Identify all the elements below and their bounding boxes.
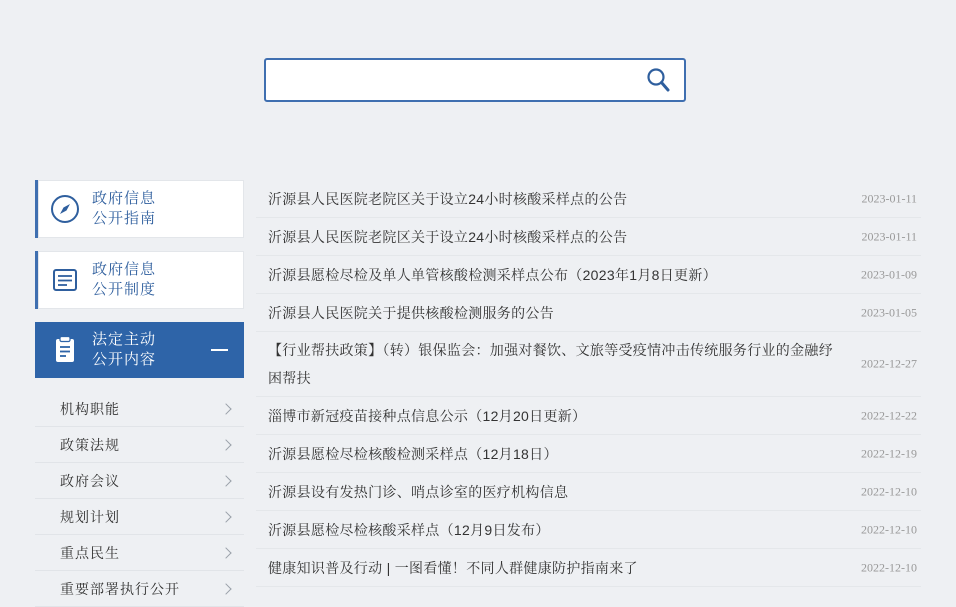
chevron-right-icon xyxy=(220,403,231,414)
list-item-date: 2022-12-10 xyxy=(861,560,917,574)
list-item-title[interactable]: 健康知识普及行动 | 一图看懂！不同人群健康防护指南来了 xyxy=(268,559,638,576)
sidebar-guide-line2: 公开指南 xyxy=(92,210,157,227)
list-item-title[interactable]: 沂源县愿检尽检及单人单管核酸检测采样点公布（2023年1月8日更新） xyxy=(268,266,717,283)
sidebar-item-system[interactable] xyxy=(35,251,244,309)
list-item[interactable] xyxy=(256,549,921,587)
search-bar[interactable] xyxy=(264,58,686,102)
list-item-title[interactable]: 沂源县人民医院老院区关于设立24小时核酸采样点的公告 xyxy=(268,190,628,207)
sidebar-sub-item-1-label: 机构职能 xyxy=(60,400,120,417)
sidebar-guide-line1: 政府信息 xyxy=(92,190,157,207)
sidebar-sub-item-6[interactable] xyxy=(35,571,244,607)
collapse-icon[interactable] xyxy=(211,349,228,351)
chevron-right-icon xyxy=(220,583,231,594)
sidebar-sub-item-4[interactable] xyxy=(35,499,244,535)
list-item-date: 2023-01-05 xyxy=(861,305,917,319)
list-item[interactable] xyxy=(256,435,921,473)
chevron-right-icon xyxy=(220,475,231,486)
search-input[interactable] xyxy=(266,60,632,100)
sidebar-sub-item-2-label: 政策法规 xyxy=(60,436,120,453)
sidebar-sub-item-3[interactable] xyxy=(35,463,244,499)
sidebar-item-system-label xyxy=(92,260,156,300)
sidebar-system-line2: 公开制度 xyxy=(92,281,157,298)
list-item-date: 2022-12-10 xyxy=(861,522,917,536)
list-item-date: 2022-12-27 xyxy=(861,356,917,371)
list-item-date: 2022-12-22 xyxy=(861,408,917,422)
sidebar-item-guide[interactable] xyxy=(35,180,244,238)
news-list xyxy=(256,180,921,587)
list-item-title[interactable]: 淄博市新冠疫苗接种点信息公示（12月20日更新） xyxy=(268,407,587,424)
sidebar-sub-item-3-label: 政府会议 xyxy=(60,472,120,489)
list-item-date: 2022-12-10 xyxy=(861,484,917,498)
list-item-title[interactable]: 沂源县人民医院关于提供核酸检测服务的公告 xyxy=(268,304,554,321)
sidebar-sub-item-4-label: 规划计划 xyxy=(60,508,120,525)
list-item-title[interactable]: 沂源县设有发热门诊、哨点诊室的医疗机构信息 xyxy=(268,483,569,500)
document-icon xyxy=(38,263,92,297)
sidebar-sub-item-6-label: 重要部署执行公开 xyxy=(60,580,180,597)
list-item-date: 2022-12-19 xyxy=(861,446,917,460)
sidebar xyxy=(35,180,244,607)
list-item[interactable] xyxy=(256,397,921,435)
search-icon xyxy=(644,66,672,94)
list-item[interactable] xyxy=(256,473,921,511)
chevron-right-icon xyxy=(220,439,231,450)
list-item-title[interactable]: 沂源县人民医院老院区关于设立24小时核酸采样点的公告 xyxy=(268,228,628,245)
list-item[interactable] xyxy=(256,180,921,218)
chevron-right-icon xyxy=(220,511,231,522)
sidebar-legal-line2: 公开内容 xyxy=(92,351,157,368)
list-item[interactable] xyxy=(256,511,921,549)
list-item-date: 2023-01-11 xyxy=(861,229,917,243)
sidebar-item-legal-content[interactable] xyxy=(35,322,244,378)
sidebar-sub-item-1[interactable] xyxy=(35,391,244,427)
search-button[interactable] xyxy=(632,60,684,100)
sidebar-legal-line1: 法定主动 xyxy=(92,331,157,348)
sidebar-item-legal-content-label xyxy=(92,330,156,370)
sidebar-sub-list xyxy=(35,391,244,607)
list-item[interactable] xyxy=(256,332,921,397)
sidebar-sub-item-5[interactable] xyxy=(35,535,244,571)
compass-icon xyxy=(38,192,92,226)
sidebar-item-guide-label xyxy=(92,189,156,229)
list-item[interactable] xyxy=(256,294,921,332)
sidebar-system-line1: 政府信息 xyxy=(92,261,157,278)
list-item-title[interactable]: 【行业帮扶政策】（转）银保监会：加强对餐饮、文旅等受疫情冲击传统服务行业的金融纾困帮扶 xyxy=(268,342,833,386)
clipboard-icon xyxy=(38,333,92,367)
sidebar-sub-item-5-label: 重点民生 xyxy=(60,544,120,561)
list-item-date: 2023-01-09 xyxy=(861,267,917,281)
list-item-date: 2023-01-11 xyxy=(861,191,917,205)
chevron-right-icon xyxy=(220,547,231,558)
list-item[interactable] xyxy=(256,218,921,256)
sidebar-sub-item-2[interactable] xyxy=(35,427,244,463)
list-item-title[interactable]: 沂源县愿检尽检核酸采样点（12月9日发布） xyxy=(268,521,550,538)
list-item[interactable] xyxy=(256,256,921,294)
list-item-title[interactable]: 沂源县愿检尽检核酸检测采样点（12月18日） xyxy=(268,445,558,462)
